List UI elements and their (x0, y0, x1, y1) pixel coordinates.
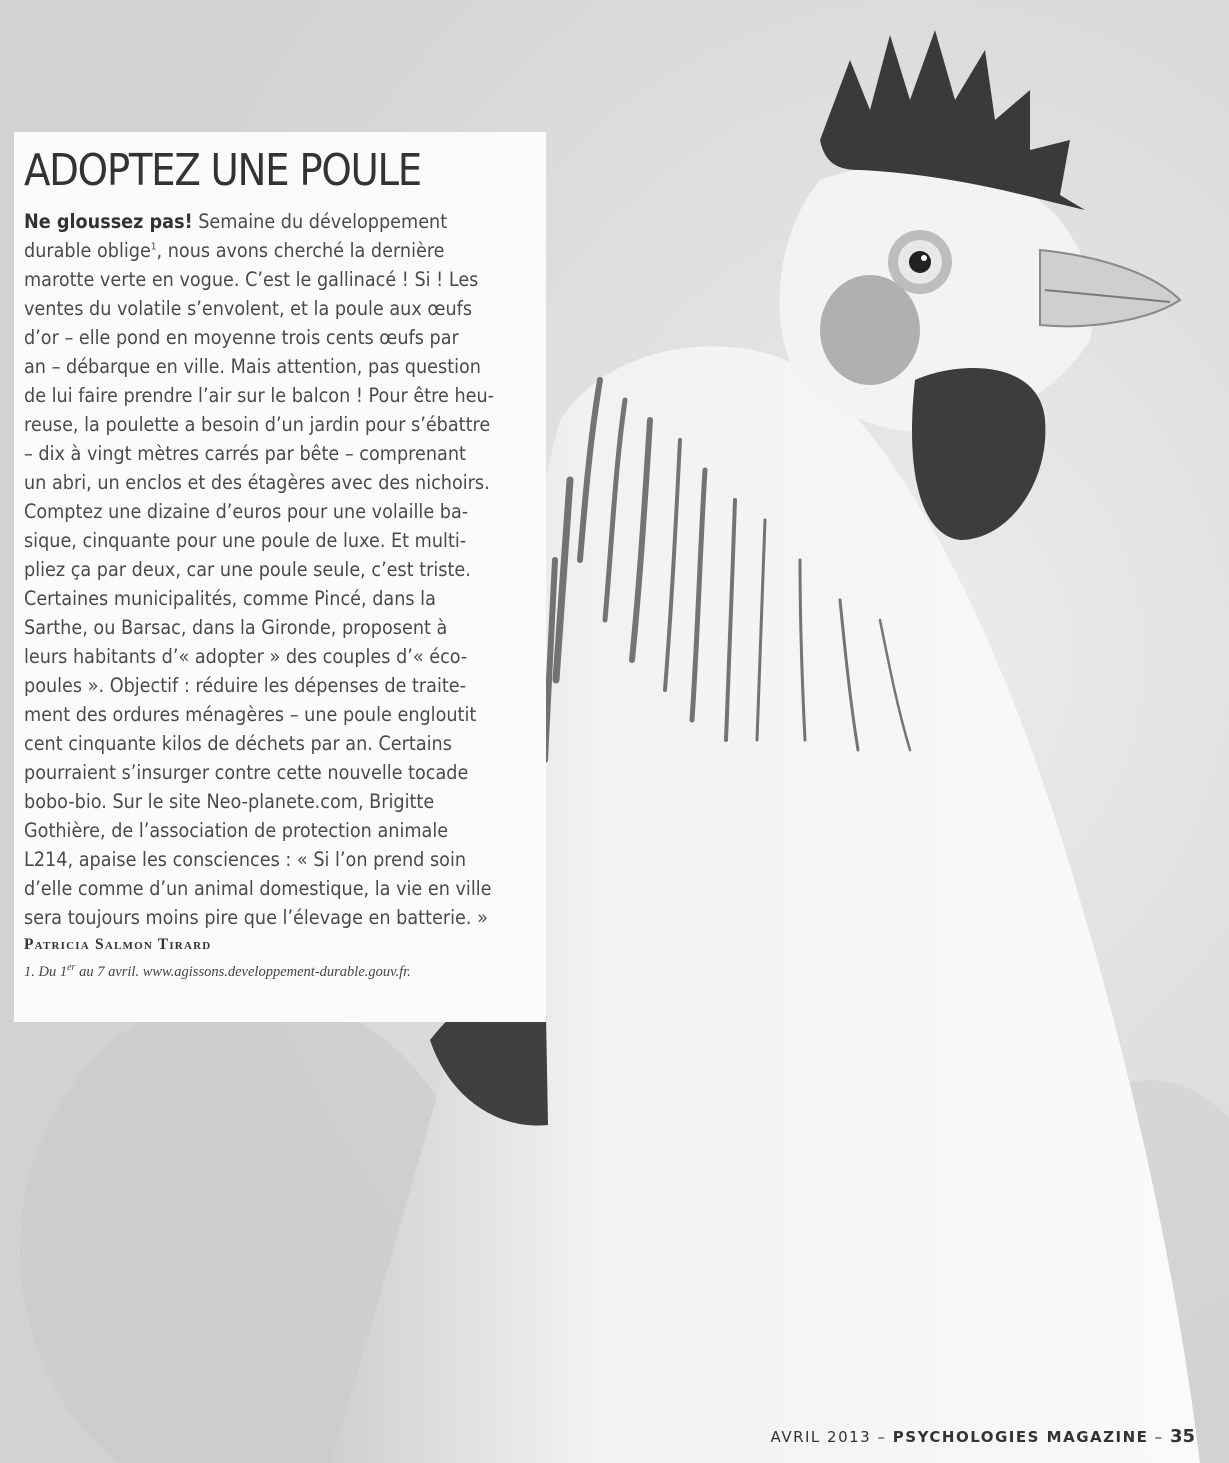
body-line: sera toujours moins pire que l’élevage en batterie. » (24, 905, 488, 929)
body-line: L214, apaise les consciences : « Si l’on prend soin (24, 847, 467, 871)
body-line: Comptez une dizaine d’euros pour une volaille ba- (24, 499, 469, 523)
issue-date: AVRIL 2013 – (770, 1428, 887, 1446)
body-line: ment des ordures ménagères – une poule engloutit (24, 702, 477, 726)
footnote-reference: 1 (150, 241, 157, 253)
face-patch (820, 275, 920, 385)
body-line: poules ». Objectif : réduire les dépenses de traite- (24, 673, 466, 697)
body-line: bobo-bio. Sur le site Neo-planete.com, Brigitte (24, 789, 435, 813)
body-line: marotte verte en vogue. C’est le gallinacé ! Si ! Les (24, 267, 479, 291)
body-line: Certaines municipalités, comme Pincé, dans la (24, 586, 436, 610)
article-body (24, 207, 544, 932)
body-line: leurs habitants d’« adopter » des couples d’« éco- (24, 644, 468, 668)
body-line: – dix à vingt mètres carrés par bête – comprenant (24, 441, 466, 465)
body-line: d’or – elle pond en moyenne trois cents œufs par (24, 325, 459, 349)
article-headline: ADOPTEZ UNE POULE (24, 145, 421, 196)
folio-dash: – (1154, 1428, 1164, 1446)
body-line: pourraient s’insurger contre cette nouvelle tocade (24, 760, 469, 784)
body-line: Gothière, de l’association de protection animale (24, 818, 449, 842)
rooster-eye (888, 230, 952, 294)
body-line: durable oblige$^1$, nous avons cherché la dernière (24, 238, 445, 262)
body-line: sique, cinquante pour une poule de luxe. Et multi- (24, 528, 467, 552)
body-line: de lui faire prendre l’air sur le balcon ! Pour être heu- (24, 383, 495, 407)
body-line: cent cinquante kilos de déchets par an. Certains (24, 731, 452, 755)
body-line: Ne gloussez pas! Semaine du développement (24, 209, 448, 233)
body-line: d’elle comme d’un animal domestique, la vie en ville (24, 876, 492, 900)
body-line: un abri, un enclos et des étagères avec des nichoirs. (24, 470, 490, 494)
article-box (14, 132, 546, 1022)
body-line: reuse, la poulette a besoin d’un jardin pour s’ébattre (24, 412, 491, 436)
page-folio (771, 1426, 1195, 1447)
body-line: Sarthe, ou Barsac, dans la Gironde, proposent à (24, 615, 448, 639)
body-line: pliez ça par deux, car une poule seule, c’est triste. (24, 557, 471, 581)
publication-name: PSYCHOLOGIES MAGAZINE (892, 1428, 1149, 1446)
author-byline: Patricia Salmon Tirard (24, 935, 212, 953)
body-line: ventes du volatile s’envolent, et la poule aux œufs (24, 296, 473, 320)
page-number: 35 (1169, 1426, 1195, 1447)
lead-in: Ne gloussez pas! (24, 209, 193, 233)
body-line: an – débarque en ville. Mais attention, pas question (24, 354, 481, 378)
footnote: 1. Du 1er au 7 avril. www.agissons.developpement-durable.gouv.fr. (24, 961, 411, 980)
